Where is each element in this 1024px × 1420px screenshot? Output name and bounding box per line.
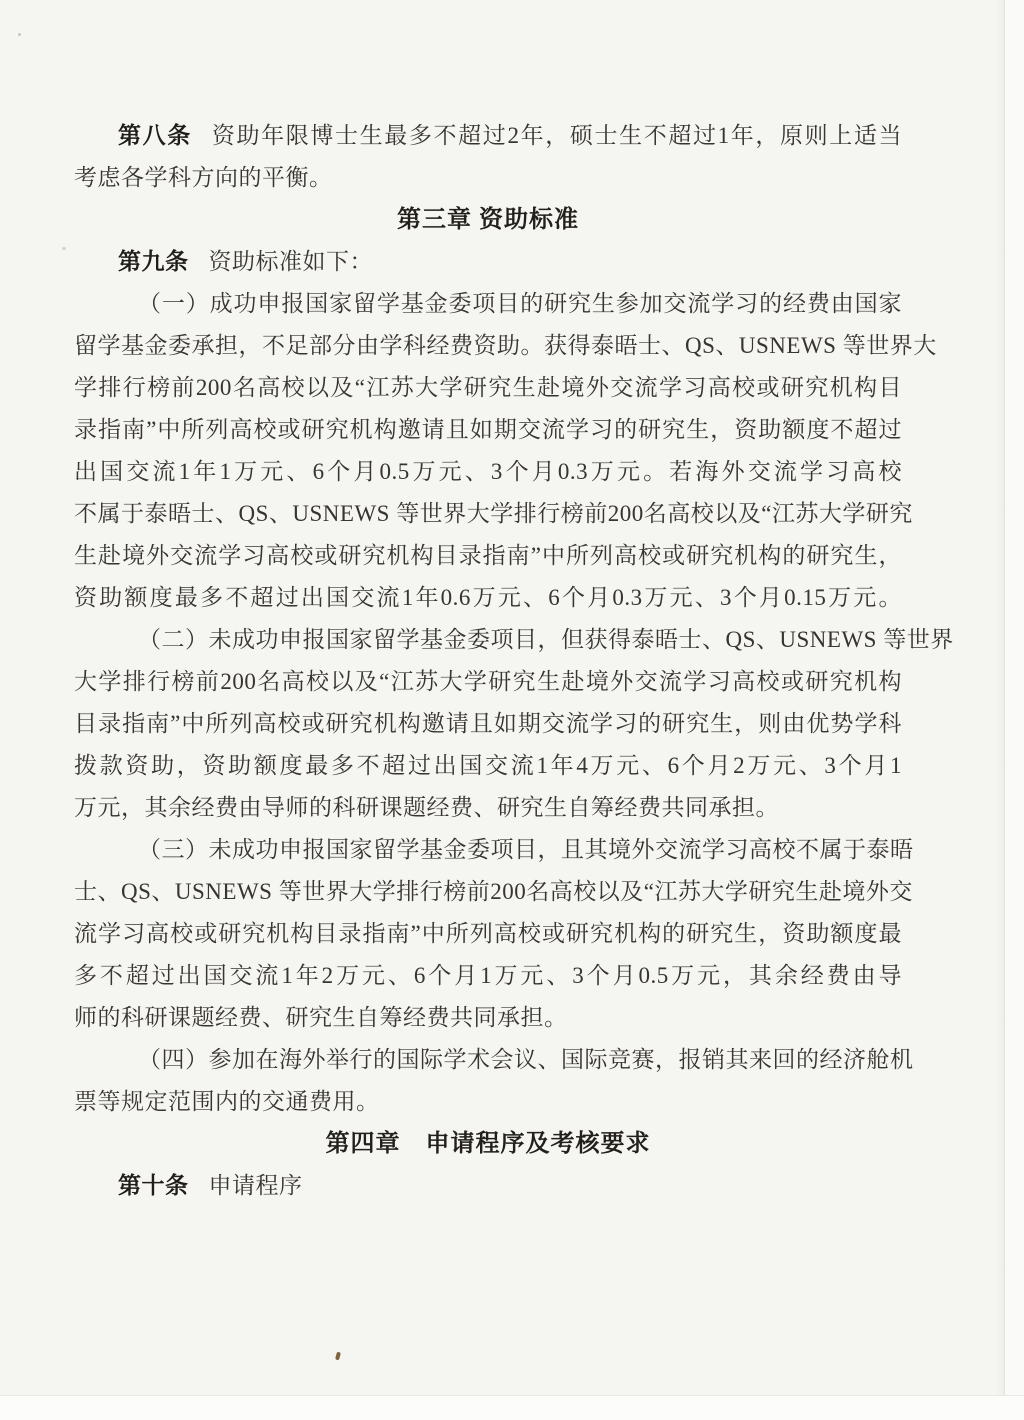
item-2-line: 目录指南”中所列高校或研究机构邀请且如期交流学习的研究生，则由优势学科 (74, 711, 902, 736)
scan-bottom-edge (0, 1395, 1024, 1420)
scan-edge-shadow (996, 0, 1004, 1420)
article-9-lead: 第九条 (118, 249, 189, 274)
item-1-line: 学排行榜前200名高校以及“江苏大学研究生赴境外交流学习高校或研究机构目 (74, 375, 902, 400)
item-3-line: 士、QS、USNEWS 等世界大学排行榜前200名高校以及“江苏大学研究生赴境外交 (74, 879, 913, 904)
item-3-line: 多不超过出国交流1年2万元、6个月1万元、3个月0.5万元，其余经费由导 (74, 963, 902, 988)
article-8-line-1 (74, 115, 902, 157)
item-2-line: 拨款资助，资助额度最多不超过出国交流1年4万元、6个月2万元、3个月1 (74, 753, 902, 778)
item-1-line: 资助额度最多不超过出国交流1年0.6万元、6个月0.3万元、3个月0.15万元。 (74, 585, 902, 610)
item-1-line: 录指南”中所列高校或研究机构邀请且如期交流学习的研究生，资助额度不超过 (74, 417, 902, 442)
scan-right-edge (1004, 0, 1024, 1420)
article-8-lead: 第八条 (118, 123, 192, 148)
article-10-lead: 第十条 (118, 1173, 189, 1198)
item-1-line: 出国交流1年1万元、6个月0.5万元、3个月0.3万元。若海外交流学习高校 (74, 459, 902, 484)
item-1-line: 不属于泰晤士、QS、USNEWS 等世界大学排行榜前200名高校以及“江苏大学研究 (74, 501, 913, 526)
article-10-line (74, 1165, 902, 1207)
item-2-line: 万元，其余经费由导师的科研课题经费、研究生自筹经费共同承担。 (74, 795, 779, 820)
article-9-line (74, 241, 902, 283)
chapter-3-heading: 第三章 资助标准 (397, 207, 579, 233)
item-2-line: （二）未成功申报国家留学基金委项目，但获得泰晤士、QS、USNEWS 等世界 (138, 627, 954, 652)
item-1-line: 生赴境外交流学习高校或研究机构目录指南”中所列高校或研究机构的研究生， (74, 543, 902, 568)
document-body (74, 115, 954, 1207)
scan-speck (335, 1352, 341, 1361)
item-2-line: 大学排行榜前200名高校以及“江苏大学研究生赴境外交流学习高校或研究机构 (74, 669, 902, 694)
item-1-line: 留学基金委承担，不足部分由学科经费资助。获得泰晤士、QS、USNEWS 等世界大 (74, 333, 937, 358)
article-10-text: 申请程序 (208, 1173, 303, 1198)
article-8-text: 资助年限博士生最多不超过2年，硕士生不超过1年，原则上适当 (211, 123, 903, 148)
item-1-line: （一）成功申报国家留学基金委项目的研究生参加交流学习的经费由国家 (138, 291, 902, 316)
scan-dot (18, 33, 21, 36)
item-4-line: （四）参加在海外举行的国际学术会议、国际竞赛，报销其来回的经济舱机 (138, 1047, 914, 1072)
item-3-line: （三）未成功申报国家留学基金委项目，且其境外交流学习高校不属于泰晤 (138, 837, 914, 862)
scan-dot (62, 247, 66, 250)
article-9-text: 资助标准如下： (208, 249, 373, 274)
item-3-line: 流学习高校或研究机构目录指南”中所列高校或研究机构的研究生，资助额度最 (74, 921, 902, 946)
chapter-4-heading: 第四章 申请程序及考核要求 (325, 1131, 651, 1157)
item-4-line: 票等规定范围内的交通费用。 (74, 1089, 380, 1114)
item-3-line: 师的科研课题经费、研究生自筹经费共同承担。 (74, 1005, 568, 1030)
article-8-line-2: 考虑各学科方向的平衡。 (74, 165, 333, 190)
